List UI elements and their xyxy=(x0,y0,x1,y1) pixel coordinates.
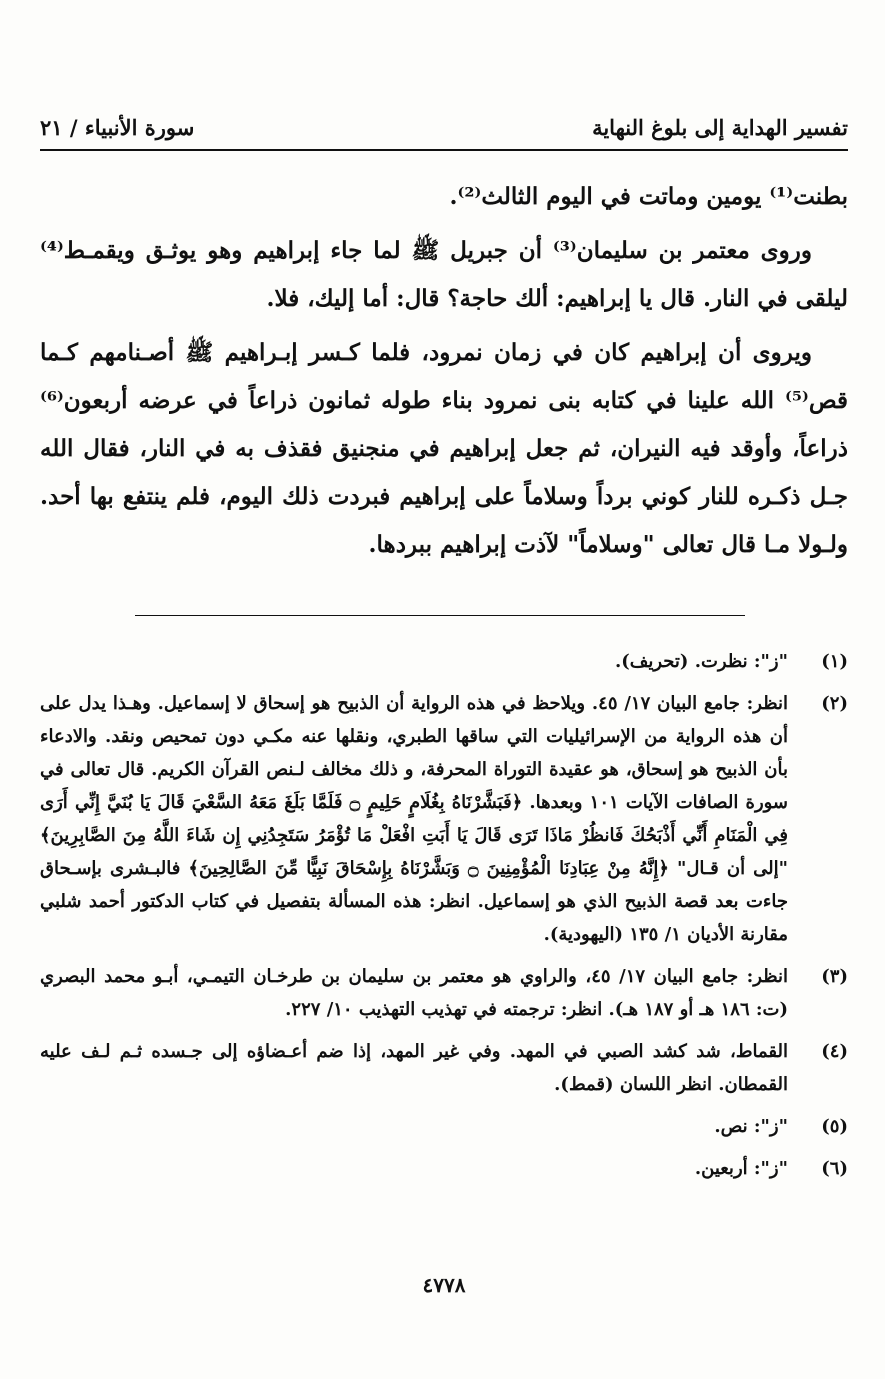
footnote xyxy=(40,1152,848,1185)
page-number: ٤٧٧٨ xyxy=(422,1273,466,1297)
surah-label: سورة الأنبياء / ٢١ xyxy=(40,115,195,140)
running-header xyxy=(40,105,848,149)
footnote xyxy=(40,687,848,951)
footnote-text: انظر: جامع البيان ١٧/ ٤٥، والراوي هو معتمر بن سليمان بن طرخـان التيمـي، أبـو محمد البصري (ت: ١٨٦ هـ أو ١٨٧ هـ). انظر: ترجمته في تهذيب التهذيب ١٠/ ٢٢٧. xyxy=(40,966,788,1020)
footnote-number: (٢) xyxy=(821,693,848,714)
footnote xyxy=(40,1110,848,1143)
footnote-text: "ز": نص. xyxy=(714,1116,788,1137)
footnote xyxy=(40,960,848,1026)
footnote-number: (٥) xyxy=(821,1116,848,1137)
paragraph: ويروى أن إبراهيم كان في زمان نمرود، فلما كـسر إبـراهيم ﷺ أصـنامهم كـما قص⁽⁵⁾ الله علينا في كتابه بنى نمرود بناء طوله ثمانون ذراعاً في عرضه أربعون⁽⁶⁾ ذراعاً، وأوقد فيه النيران، ثم جعل إبراهيم في منجنيق فقذف به في النار، فقال الله جـل ذكـره للنار كوني برداً وسلاماً على إبراهيم فبردت ذلك اليوم، فلم ينتفع بها أحد. ولـولا مـا قال تعالى "وسلاماً" لآذت إبراهيم ببردها. xyxy=(40,339,848,558)
footnote xyxy=(40,645,848,678)
paragraph: وروى معتمر بن سليمان⁽³⁾ أن جبريل ﷺ لما جاء إبراهيم وهو يوثـق ويقمـط⁽⁴⁾ ليلقى في النار. قال يا إبراهيم: ألك حاجة؟ قال: أما إليك، فلا. xyxy=(40,237,848,312)
footnote-number: (٤) xyxy=(821,1041,848,1062)
footnote-text: انظر: جامع البيان ١٧/ ٤٥. ويلاحظ في هذه الرواية أن الذبيح هو إسحاق لا إسماعيل. وهـذا يدل على أن هذه الرواية من الإسرائيليات التي ساقها الطبري، ونقلها عنه مكـي دون تمحيص ونقد. والادعاء بأن الذبيح هو إسحاق، هو عقيدة التوراة المحرفة، و ذلك مخالف لـنص القرآن الكريم. قال تعالى في سورة الصافات الآيات ١٠١ وبعدها. ﴿فَبَشَّرْنَاهُ بِغُلَامٍ حَلِيمٍ ۝ فَلَمَّا بَلَغَ مَعَهُ السَّعْيَ قَالَ يَا بُنَيَّ إِنِّي أَرَى فِي الْمَنَامِ أَنِّي أَذْبَحُكَ فَانظُرْ مَاذَا تَرَى قَالَ يَا أَبَتِ افْعَلْ مَا تُؤْمَرُ سَتَجِدُنِي إِن شَاءَ اللَّهُ مِنَ الصَّابِرِينَ﴾ "إلى أن قـال" ﴿إِنَّهُ مِنْ عِبَادِنَا الْمُؤْمِنِينَ ۝ وَبَشَّرْنَاهُ بِإِسْحَاقَ نَبِيًّا مِّنَ الصَّالِحِينَ﴾ فالبـشرى بإسـحاق جاءت بعد قصة الذبيح الذي هو إسماعيل. انظر: هذه المسألة بتفصيل في كتاب الدكتور أحمد شلبي مقارنة الأديان ١/ ١٣٥ (اليهودية). xyxy=(40,693,789,945)
footnote-text: القماط، شد كشد الصبي في المهد. وفي غير المهد، إذا ضم أعـضاؤه إلى جـسده ثـم لـف عليه القمطان. انظر اللسان (قمط). xyxy=(40,1041,788,1095)
main-text xyxy=(40,173,848,575)
footnote-separator xyxy=(135,615,745,616)
footnote-number: (٦) xyxy=(821,1158,848,1179)
footnote-number: (٣) xyxy=(821,966,848,987)
footnotes xyxy=(40,645,848,1194)
book-page xyxy=(40,105,848,1335)
header-rule xyxy=(40,149,848,151)
footnote xyxy=(40,1035,848,1101)
book-title: تفسير الهداية إلى بلوغ النهاية xyxy=(592,115,848,140)
paragraph: بطنت⁽¹⁾ يومين وماتت في اليوم الثالث⁽²⁾. xyxy=(449,183,848,210)
footnote-number: (١) xyxy=(821,651,848,672)
footnote-text: "ز": أربعين. xyxy=(694,1158,788,1179)
footnote-text: "ز": نظرت. (تحريف). xyxy=(614,651,788,672)
